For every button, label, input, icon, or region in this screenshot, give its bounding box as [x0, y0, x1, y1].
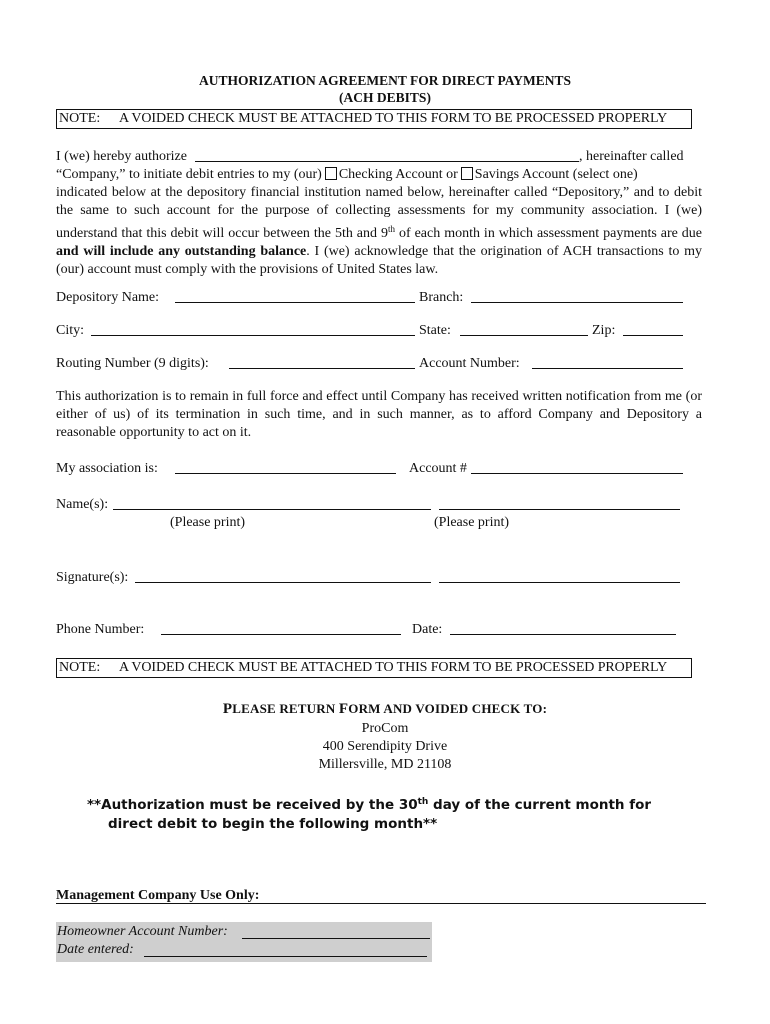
authorization-body-3: . I (we) acknowledge that the origination of ACH transactions to my (our) account must comply with the provisions of United States law. [56, 244, 702, 277]
terms-text: This authorization is to remain in full force and effect until Company has received written notification from me (or either of us) of its termination in such time, and in such manner, as to afford Company and Depository a reasonable opportunity to act on it. [56, 389, 702, 440]
state-field[interactable] [460, 335, 588, 336]
date-entered-field[interactable] [144, 956, 427, 957]
deadline-line1: **Authorization must be received by the 30th day of the current month for [87, 797, 652, 813]
phone-number-field[interactable] [161, 634, 401, 635]
form-title-line1: AUTHORIZATION AGREEMENT FOR DIRECT PAYMENTS [198, 73, 572, 88]
return-street: 400 Serendipity Drive [322, 739, 448, 754]
city-label: City: [56, 323, 85, 338]
note-label: NOTE: [59, 111, 101, 126]
name-field-1[interactable] [113, 509, 431, 510]
zip-label: Zip: [592, 323, 616, 338]
checking-account-label: Checking Account or [338, 167, 458, 182]
savings-account-checkbox[interactable] [461, 167, 473, 180]
account-hash-label: Account # [409, 461, 467, 476]
homeowner-account-field[interactable] [242, 938, 430, 939]
signatures-label: Signature(s): [56, 570, 129, 585]
account-number-field[interactable] [532, 368, 683, 369]
authorization-paragraph [56, 148, 702, 279]
signature-field-2[interactable] [439, 582, 680, 583]
return-company: ProCom [361, 721, 409, 736]
please-print-note-1: (Please print) [170, 515, 246, 530]
date-field[interactable] [450, 634, 676, 635]
terms-paragraph [56, 388, 702, 442]
association-field[interactable] [175, 473, 396, 474]
company-initiate-text: “Company,” to initiate debit entries to my (our) [56, 167, 322, 182]
authorize-text: I (we) hereby authorize [56, 149, 187, 164]
form-title-line2: (ACH DEBITS) [339, 90, 431, 105]
note-message: A VOIDED CHECK MUST BE ATTACHED TO THIS FORM TO BE PROCESSED PROPERLY [119, 111, 668, 126]
voided-check-note-bottom [56, 658, 692, 678]
hereinafter-text: , hereinafter called [578, 149, 684, 164]
return-heading: PLEASE RETURN FORM AND VOIDED CHECK TO: [222, 701, 548, 717]
note-label-bottom: NOTE: [59, 660, 101, 675]
ordinal-suffix: th [387, 224, 395, 234]
authorization-body-2: of each month in which assessment payments are due [395, 226, 703, 241]
outstanding-balance-text: and will include any outstanding balance [56, 244, 307, 259]
zip-field[interactable] [623, 335, 683, 336]
state-label: State: [419, 323, 451, 338]
phone-number-label: Phone Number: [56, 622, 145, 637]
authorization-body: indicated below at the depository financial institution named below, hereinafter called “Depository,” and to debit the same to such account for the purpose of collecting assessments for my community association. I (we) understand that this debit will occur between the 5th and 9 [56, 185, 702, 241]
date-label: Date: [412, 622, 443, 637]
voided-check-note-top [56, 109, 692, 129]
association-account-field[interactable] [471, 473, 683, 474]
checking-account-checkbox[interactable] [325, 167, 337, 180]
account-number-label: Account Number: [419, 356, 520, 371]
management-heading: Management Company Use Only: [56, 888, 260, 903]
routing-number-label: Routing Number (9 digits): [56, 356, 209, 371]
names-label: Name(s): [56, 497, 109, 512]
savings-account-label: Savings Account (select one) [474, 167, 638, 182]
depository-name-label: Depository Name: [56, 290, 160, 305]
city-field[interactable] [91, 335, 415, 336]
routing-number-field[interactable] [229, 368, 415, 369]
return-city-state-zip: Millersville, MD 21108 [318, 757, 452, 772]
please-print-note-2: (Please print) [434, 515, 510, 530]
depository-name-field[interactable] [175, 302, 415, 303]
signature-field-1[interactable] [135, 582, 431, 583]
date-entered-label: Date entered: [57, 942, 134, 957]
note-message-bottom: A VOIDED CHECK MUST BE ATTACHED TO THIS FORM TO BE PROCESSED PROPERLY [119, 660, 668, 675]
association-label: My association is: [56, 461, 158, 476]
branch-field[interactable] [471, 302, 683, 303]
company-name-blank[interactable] [195, 148, 579, 162]
management-underline [56, 903, 706, 904]
name-field-2[interactable] [439, 509, 680, 510]
deadline-line2: direct debit to begin the following month** [108, 816, 438, 832]
branch-label: Branch: [419, 290, 464, 305]
homeowner-account-label: Homeowner Account Number: [57, 924, 228, 939]
